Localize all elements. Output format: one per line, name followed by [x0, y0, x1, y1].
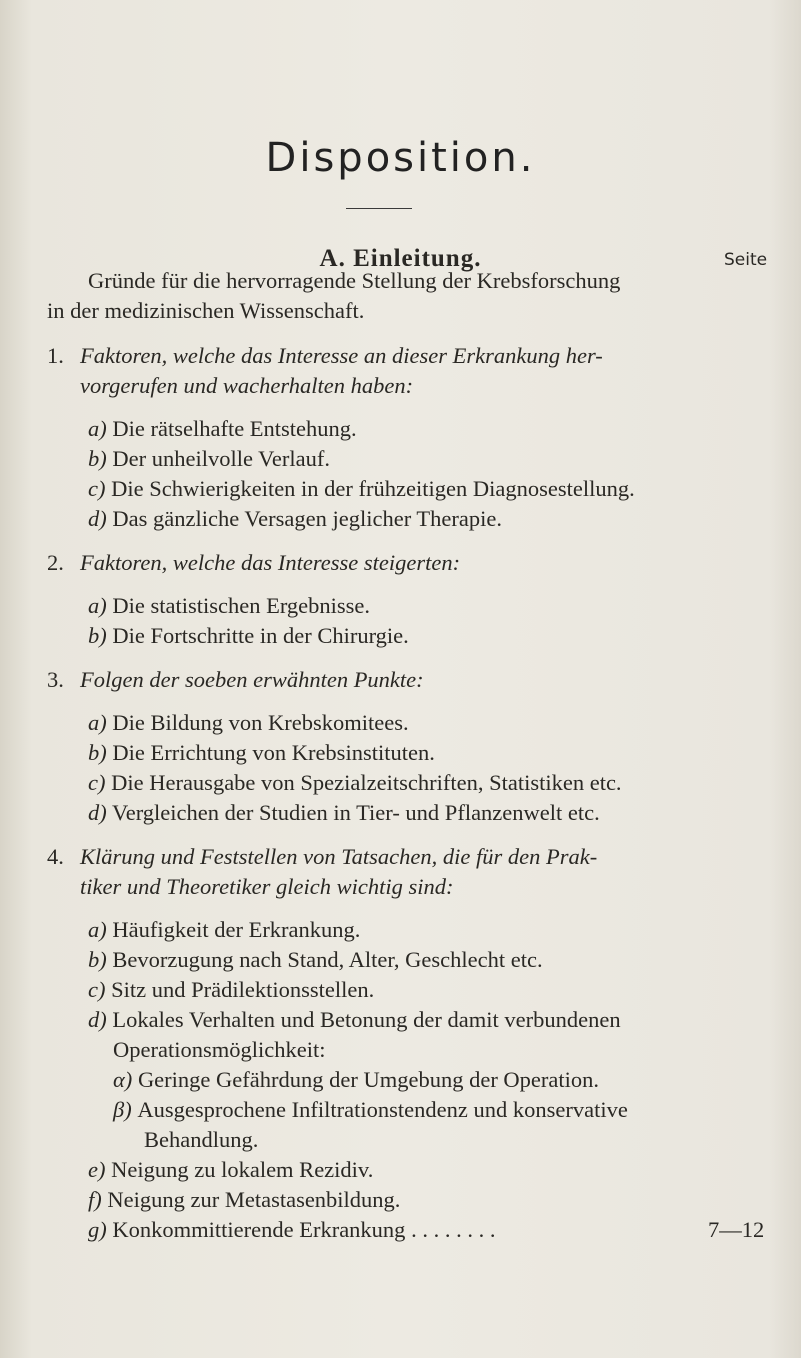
list-item [88, 504, 502, 534]
item-text: Ausgesprochene Infiltrationstendenz und konservative [137, 1097, 628, 1122]
item-text: Bevorzugung nach Stand, Alter, Geschlecht etc. [112, 947, 543, 972]
point-heading: Klärung und Feststellen von Tatsachen, die für den Prak- [80, 844, 598, 869]
list-item [88, 798, 600, 828]
item-letter: a) [88, 593, 107, 618]
item-text: Neigung zur Metastasenbildung. [107, 1187, 401, 1212]
item-text: Die statistischen Ergebnisse. [112, 593, 371, 618]
point-heading: Faktoren, welche das Interesse steigerten: [80, 550, 461, 575]
item-letter: d) [88, 506, 107, 531]
item-continuation: Behandlung. [144, 1127, 259, 1152]
item-text: Die Errichtung von Krebsinstituten. [112, 740, 435, 765]
list-item [88, 1155, 373, 1185]
list-item [88, 738, 435, 768]
item-letter: a) [88, 710, 107, 735]
point-number: 3. [47, 667, 64, 692]
sub-item [113, 1065, 599, 1095]
item-letter: d) [88, 800, 107, 825]
item-letter: c) [88, 977, 106, 1002]
item-letter: b) [88, 947, 107, 972]
item-text: Die Bildung von Krebskomitees. [112, 710, 409, 735]
seite-label: Seite [724, 250, 768, 270]
item-letter: e) [88, 1157, 106, 1182]
item-letter: β) [113, 1097, 132, 1122]
list-item [88, 768, 622, 798]
item-text: Die Herausgabe von Spezialzeitschriften, Statistiken etc. [111, 770, 622, 795]
intro-line: in der medizinischen Wissenschaft. [47, 298, 365, 323]
point-heading: Faktoren, welche das Interesse an dieser Erkrankung her- [80, 343, 603, 368]
item-letter: b) [88, 446, 107, 471]
point-heading: Folgen der soeben erwähnten Punkte: [80, 667, 424, 692]
item-text: Konkommittierende Erkrankung [112, 1217, 406, 1242]
list-item [88, 975, 374, 1005]
item-letter: f) [88, 1187, 102, 1212]
item-text: Die Fortschritte in der Chirurgie. [112, 623, 409, 648]
item-text: Sitz und Prädilektionsstellen. [111, 977, 375, 1002]
point-heading: tiker und Theoretiker gleich wichtig sind: [80, 874, 454, 899]
item-letter: g) [88, 1217, 107, 1242]
point-number: 1. [47, 343, 64, 368]
leader-dots: . . . . . . . . [411, 1217, 496, 1242]
list-item [88, 414, 357, 444]
item-text: Lokales Verhalten und Betonung der damit verbundenen [112, 1007, 621, 1032]
item-continuation: Operationsmöglichkeit: [113, 1037, 326, 1062]
list-item [88, 1185, 400, 1215]
sub-item [113, 1095, 628, 1125]
item-text: Geringe Gefährdung der Umgebung der Operation. [137, 1067, 600, 1092]
list-item [88, 474, 635, 504]
item-text: Der unheilvolle Verlauf. [112, 446, 331, 471]
item-letter: c) [88, 770, 106, 795]
page-range: 7—12 [708, 1217, 765, 1242]
list-item [88, 1215, 495, 1245]
item-text: Neigung zu lokalem Rezidiv. [111, 1157, 374, 1182]
item-text: Vergleichen der Studien in Tier- und Pflanzenwelt etc. [111, 800, 600, 825]
point-heading: vorgerufen und wacherhalten haben: [80, 373, 414, 398]
list-item [88, 1005, 621, 1035]
list-item [88, 915, 360, 945]
item-letter: d) [88, 1007, 107, 1032]
list-item [88, 591, 370, 621]
item-letter: c) [88, 476, 106, 501]
item-letter: b) [88, 740, 107, 765]
item-letter: b) [88, 623, 107, 648]
intro-line: Gründe für die hervorragende Stellung der Krebsforschung [88, 268, 621, 293]
list-item [88, 708, 409, 738]
section-heading: A. Einleitung. [319, 245, 482, 272]
point-number: 4. [47, 844, 64, 869]
point-number: 2. [47, 550, 64, 575]
item-text: Häufigkeit der Erkrankung. [112, 917, 361, 942]
item-text: Die Schwierigkeiten in der frühzeitigen Diagnosestellung. [111, 476, 635, 501]
list-item [88, 945, 543, 975]
list-item [88, 621, 409, 651]
item-text: Das gänzliche Versagen jeglicher Therapie. [112, 506, 502, 531]
page-title: Disposition. [265, 135, 536, 181]
item-letter: a) [88, 416, 107, 441]
item-text: Die rätselhafte Entstehung. [112, 416, 357, 441]
title-rule [346, 208, 412, 209]
item-letter: α) [113, 1067, 133, 1092]
item-letter: a) [88, 917, 107, 942]
list-item [88, 444, 330, 474]
